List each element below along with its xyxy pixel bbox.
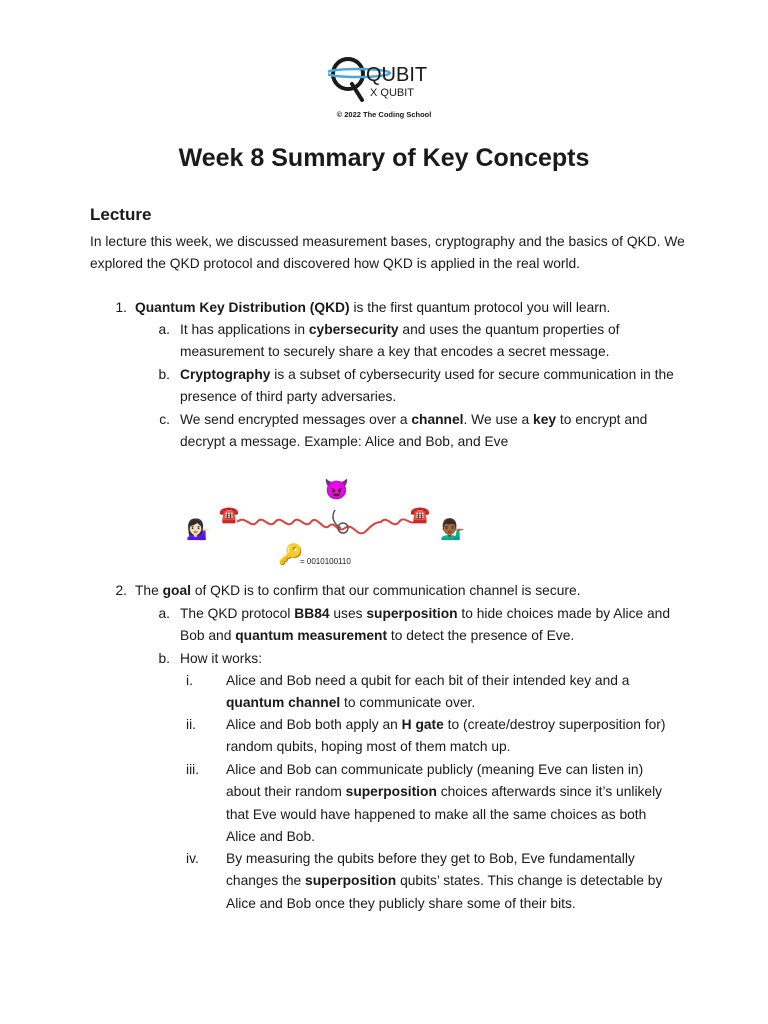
logo-subtext: X QUBIT bbox=[370, 87, 415, 99]
list-marker: i. bbox=[186, 673, 193, 688]
list-item-text: Alice and Bob both apply an H gate to (create/destroy superposition for) random qubits, hoping most of them match up. bbox=[226, 717, 666, 755]
list-item-text: Alice and Bob need a qubit for each bit of their intended key and a quantum channel to communicate over. bbox=[226, 673, 630, 711]
phone-right-icon: ☎️ bbox=[410, 507, 430, 524]
bold-term: superposition bbox=[345, 784, 437, 800]
alice-emoji: 💁🏻‍♀️ bbox=[186, 519, 211, 541]
list-item-2b-iv bbox=[186, 848, 674, 915]
page-title: Week 8 Summary of Key Concepts bbox=[178, 144, 590, 172]
bold-term: quantum channel bbox=[226, 695, 341, 711]
list-item-text: Alice and Bob can communicate publicly (meaning Eve can listen in) about their random superposition choices afterwards since it’s unlikely that Eve would have happened to make all the same choices as both Alice and Bob. bbox=[226, 762, 663, 845]
bold-term: superposition bbox=[305, 873, 397, 889]
qubit-x-qubit-logo bbox=[328, 52, 440, 104]
list-item-2b-i bbox=[186, 670, 674, 715]
list-marker: a. bbox=[158, 322, 170, 337]
list-marker: ii. bbox=[186, 717, 196, 732]
copyright-notice: © 2022 The Coding School bbox=[336, 110, 432, 119]
list-item-text: Cryptography is a subset of cybersecurity used for secure communication in the presence of third party adversaries. bbox=[180, 367, 674, 405]
bold-term: superposition bbox=[366, 606, 458, 621]
key-caption: = 0010100110 bbox=[300, 557, 351, 566]
list-item-1 bbox=[115, 297, 695, 319]
list-item-text: Quantum Key Distribution (QKD) is the first quantum protocol you will learn. bbox=[135, 300, 611, 315]
list-item-1b bbox=[158, 364, 680, 409]
phone-wire bbox=[237, 519, 417, 533]
bold-term: H gate bbox=[401, 717, 444, 732]
list-item-text: How it works: bbox=[180, 651, 263, 666]
bold-term: Quantum Key Distribution (QKD) bbox=[135, 300, 350, 315]
list-item-text: The QKD protocol BB84 uses superposition to hide choices made by Alice and Bob and quantum measurement to detect the presence of Eve. bbox=[180, 606, 671, 644]
bold-term: cybersecurity bbox=[308, 322, 399, 337]
section-heading-lecture: Lecture bbox=[90, 205, 152, 224]
list-item-text: The goal of QKD is to confirm that our communication channel is secure. bbox=[135, 583, 581, 598]
bold-term: Cryptography bbox=[180, 367, 271, 382]
list-item-text: We send encrypted messages over a channel. We use a key to encrypt and decrypt a message. Example: Alice and Bob, and Eve bbox=[180, 412, 648, 450]
list-marker: b. bbox=[158, 651, 170, 666]
list-marker: iv. bbox=[186, 851, 199, 866]
eve-emoji: 😈 bbox=[324, 479, 349, 501]
list-marker: 2. bbox=[115, 583, 127, 598]
list-marker: 1. bbox=[115, 300, 127, 315]
bob-emoji: 💁🏾‍♂️ bbox=[440, 519, 465, 541]
bold-term: key bbox=[533, 412, 557, 427]
list-marker: iii. bbox=[186, 762, 200, 777]
list-marker: a. bbox=[158, 606, 170, 621]
list-item-2b bbox=[158, 648, 680, 670]
phone-left-icon: ☎️ bbox=[219, 507, 239, 524]
list-item-2a bbox=[158, 603, 680, 648]
list-item-2b-ii bbox=[186, 714, 674, 759]
list-item-2 bbox=[115, 580, 695, 602]
bold-term: channel bbox=[411, 412, 464, 427]
key-icon: 🔑 bbox=[278, 544, 303, 566]
logo-q-ring bbox=[333, 59, 363, 89]
list-item-2b-iii bbox=[186, 759, 674, 849]
list-item-text: It has applications in cybersecurity and uses the quantum properties of measurement to securely share a key that encodes a secret message. bbox=[180, 322, 620, 360]
logo-text: QUBIT bbox=[366, 64, 428, 86]
list-item-1c bbox=[159, 409, 680, 454]
list-marker: c. bbox=[159, 412, 170, 427]
list-item-text: By measuring the qubits before they get to Bob, Eve fundamentally changes the superposition qubits’ states. This change is detectable by Alice and Bob once they publicly share some of their bits. bbox=[226, 851, 663, 911]
list-item-1a bbox=[158, 319, 680, 364]
bold-term: quantum measurement bbox=[235, 628, 388, 644]
intro-paragraph: In lecture this week, we discussed measurement bases, cryptography and the basics of QKD. We explored the QKD protocol and discovered how QKD is applied in the real world. bbox=[90, 234, 685, 272]
bold-term: goal bbox=[162, 583, 191, 598]
list-marker: b. bbox=[158, 367, 170, 382]
bold-term: BB84 bbox=[294, 606, 330, 621]
